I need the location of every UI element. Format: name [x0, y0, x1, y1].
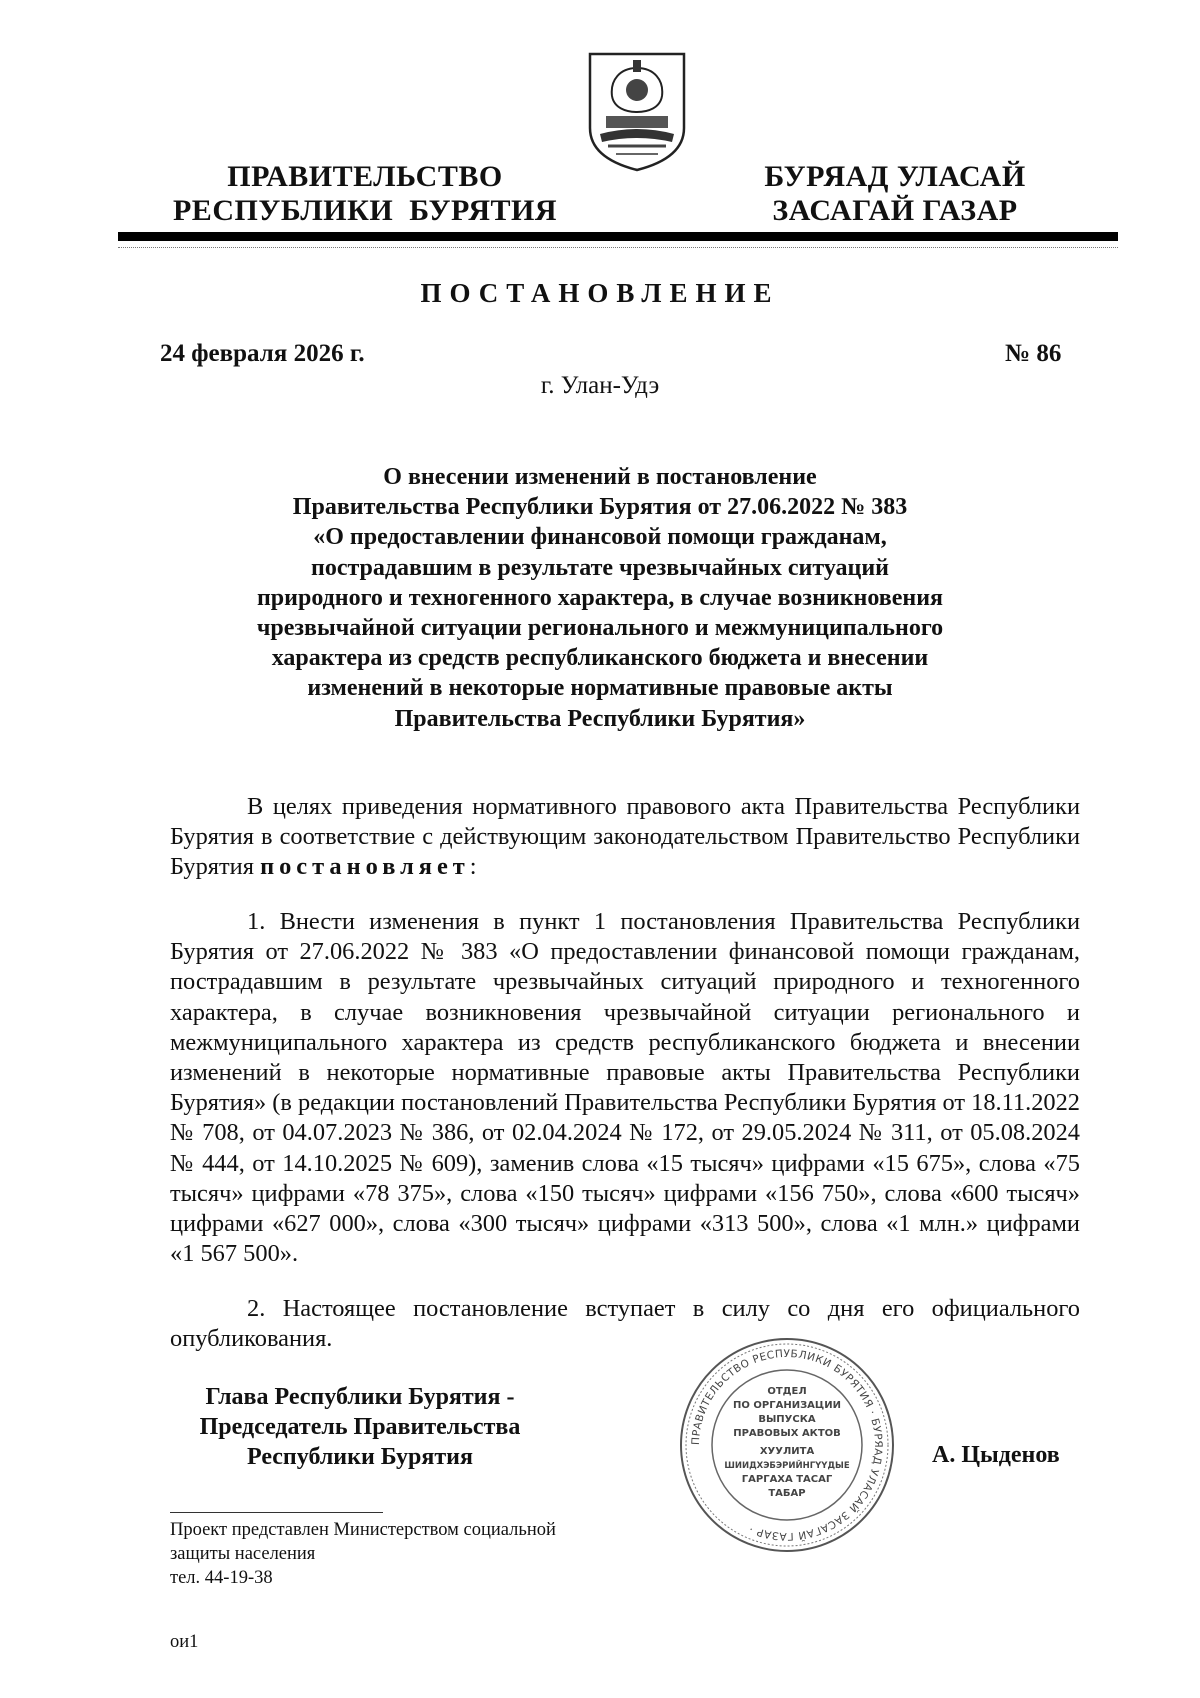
header-left-ru [170, 160, 560, 228]
official-seal-icon [678, 1336, 896, 1554]
document-type-title: ПОСТАНОВЛЕНИЕ [420, 278, 780, 308]
signatory-title-line3: Республики Бурятия [246, 1444, 473, 1470]
seal-line: ВЫПУСКА [758, 1414, 816, 1425]
seal-line: ГАРГАХА ТАСАГ [741, 1474, 833, 1485]
document-subject [170, 462, 1030, 734]
item-1-paragraph: 1. Внести изменения в пункт 1 постановления Правительства Республики Бурятия от 27.06.2022 № 383 «О предоставлении финансовой помощи гражданам, пострадавшим в результате чрезвычайных ситуаций природного и техногенного характера, в случае возникновения чрезвычайной ситуации регионального и межмуниципального характера из средств республиканского бюджета и внесении изменений в некоторые нормативные правовые акты Правительства Республики Бурятия» (в редакции постановлений Правительства Республики Бурятия от 18.11.2022 № 708, от 04.07.2023 № 386, от 02.04.2024 № 172, от 29.05.2024 № 311, от 05.08.2024 № 444, от 14.10.2025 № 609), заменив слова «15 тысяч» цифрами «15 675», слова «75 тысяч» цифрами «78 375», слова «150 тысяч» цифрами «156 750», слова «600 тысяч» цифрами «627 000», слова «300 тысяч» цифрами «313 500», слова «1 млн.» цифрами «1 567 500». [170, 908, 1080, 1268]
seal-line: ПРАВОВЫХ АКТОВ [733, 1428, 841, 1439]
seal-line: ШИИДХЭБЭРИЙНГҮҮДЫЕ [724, 1461, 850, 1471]
footnote-divider [170, 1512, 383, 1513]
signatory-title-line1: Глава Республики Бурятия - [205, 1384, 515, 1410]
header-left-line2: РЕСПУБЛИКИ БУРЯТИЯ [172, 194, 558, 227]
document-id: ои1 [170, 1632, 199, 1652]
subject-line: природного и техногенного характера, в случае возникновения [256, 584, 944, 611]
subject-line: О внесении изменений в постановление [383, 464, 817, 490]
signatory-name: А. Цыденов [932, 1442, 1060, 1468]
document-number: № 86 [1005, 340, 1062, 367]
seal-line: ПО ОРГАНИЗАЦИИ [733, 1400, 841, 1411]
header-right-bua [755, 160, 1035, 228]
header-right-line2: ЗАСАГАЙ ГАЗАР [772, 194, 1018, 227]
preamble-paragraph [170, 792, 1080, 883]
decree-word: постановляет [260, 853, 470, 881]
subject-line: Правительства Республики Бурятия» [394, 705, 806, 732]
footnote-phone: тел. 44-19-38 [170, 1568, 273, 1588]
footnote-line1: Проект представлен Министерством социальной [170, 1520, 556, 1540]
subject-line: характера из средств республиканского бюджета и внесении [271, 645, 929, 672]
document-city: г. Улан-Удэ [540, 372, 660, 399]
signatory-title-line2: Председатель Правительства [199, 1414, 521, 1440]
document-date: 24 февраля 2026 г. [160, 340, 365, 367]
header-divider-thin [118, 247, 1118, 248]
subject-line: «О предоставлении финансовой помощи гражданам, [313, 524, 887, 551]
subject-line: чрезвычайной ситуации регионального и межмуниципального [256, 615, 944, 642]
coat-of-arms-icon [586, 50, 688, 174]
item-2-paragraph: 2. Настоящее постановление вступает в силу со дня его официального опубликования. [170, 1295, 1080, 1353]
subject-line: изменений в некоторые нормативные правовые акты [307, 675, 893, 702]
header-divider-thick [118, 232, 1118, 241]
seal-line: ОТДЕЛ [767, 1386, 807, 1397]
header-left-line1: ПРАВИТЕЛЬСТВО [227, 160, 503, 193]
subject-line: Правительства Республики Бурятия от 27.06.2022 № 383 [292, 494, 908, 521]
seal-line: ТАБАР [768, 1488, 806, 1499]
footnote [170, 1518, 670, 1590]
decree-colon: : [469, 853, 477, 881]
seal-ring-text: ПРАВИТЕЛЬСТВО РЕСПУБЛИКИ БУРЯТИЯ · БУРЯАД УЛАСАЙ ЗАСАГАЙ ГАЗАР · [689, 1347, 885, 1543]
signatory-title [150, 1382, 570, 1472]
header-right-line1: БУРЯАД УЛАСАЙ [764, 160, 1026, 193]
footnote-line2: защиты населения [170, 1544, 316, 1564]
preamble-text: В целях приведения нормативного правового акта Правительства Республики Бурятия в соответствие с действующим законодательством Правительство Республики Бурятия [170, 793, 1080, 881]
subject-line: пострадавшим в результате чрезвычайных ситуаций [310, 554, 890, 581]
seal-line: ХУУЛИТА [759, 1446, 815, 1457]
